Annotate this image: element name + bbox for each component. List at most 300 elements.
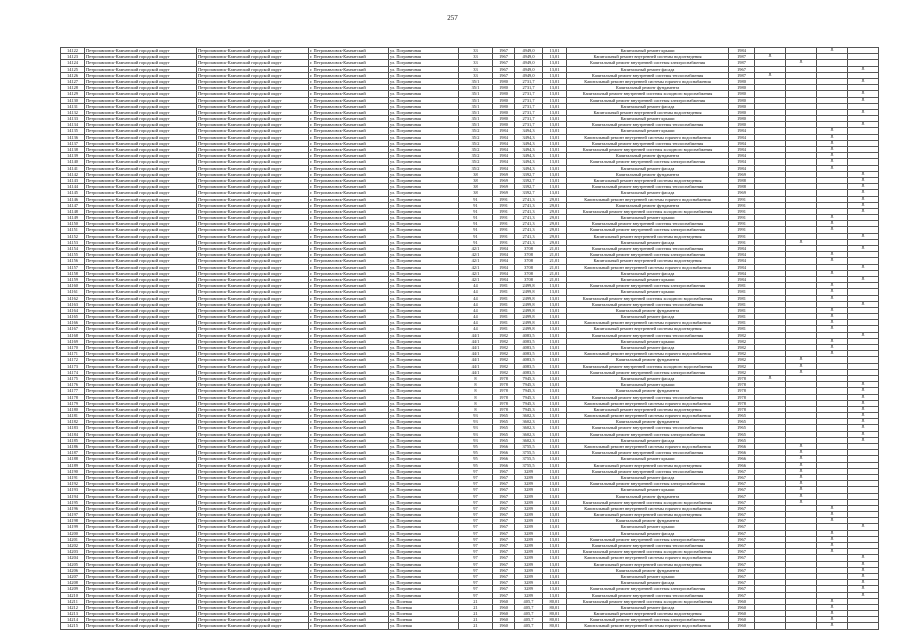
repair-schedule-table: [60, 47, 879, 630]
work-type: Капитальный ремонт внутренней системы горячего водоснабжения: [567, 320, 729, 326]
municipality: Петропавловск-Камчатский городской округ: [85, 116, 197, 122]
settlement: Петропавловск-Камчатский городской округ: [197, 611, 309, 617]
city: г. Петропавловск-Камчатский: [309, 338, 389, 344]
area: 3755,5: [515, 462, 543, 468]
last-repair-year: 1991: [729, 221, 755, 227]
last-repair-year: 1980: [729, 122, 755, 128]
city: г. Петропавловск-Камчатский: [309, 215, 389, 221]
wear: 13,01: [543, 493, 567, 499]
municipality: Петропавловск-Камчатский городской округ: [85, 481, 197, 487]
last-repair-year: 1966: [729, 444, 755, 450]
row-number: 14176: [61, 382, 85, 388]
street: ул. Пограничная: [389, 400, 459, 406]
settlement: Петропавловск-Камчатский городской округ: [197, 437, 309, 443]
period-4-mark: X: [848, 301, 879, 307]
last-repair-year: 1984: [729, 276, 755, 282]
city: г. Петропавловск-Камчатский: [309, 406, 389, 412]
municipality: Петропавловск-Камчатский городской округ: [85, 196, 197, 202]
area: 3289: [515, 505, 543, 511]
house-number: 35/1: [459, 103, 493, 109]
settlement: Петропавловск-Камчатский городской округ: [197, 357, 309, 363]
area: 3494,3: [515, 153, 543, 159]
municipality: Петропавловск-Камчатский городской округ: [85, 289, 197, 295]
wear: 13,01: [543, 97, 567, 103]
house-number: 33: [459, 66, 493, 72]
build-year: 1984: [493, 264, 515, 270]
row-number: 14195: [61, 499, 85, 505]
house-number: 95: [459, 450, 493, 456]
city: г. Петропавловск-Камчатский: [309, 66, 389, 72]
settlement: Петропавловск-Камчатский городской округ: [197, 617, 309, 623]
row-number: 14191: [61, 474, 85, 480]
work-type: Капитальный ремонт внутренней системы горячего водоснабжения: [567, 623, 729, 629]
municipality: Петропавловск-Камчатский городской округ: [85, 85, 197, 91]
last-repair-year: 1980: [729, 85, 755, 91]
period-3-mark: X: [817, 289, 848, 295]
period-4-mark: X: [848, 190, 879, 196]
last-repair-year: 1960: [729, 611, 755, 617]
last-repair-year: 1982: [729, 338, 755, 344]
row-number: 14206: [61, 567, 85, 573]
build-year: 1967: [493, 60, 515, 66]
build-year: 1967: [493, 474, 515, 480]
build-year: 1960: [493, 604, 515, 610]
settlement: Петропавловск-Камчатский городской округ: [197, 66, 309, 72]
last-repair-year: 1967: [729, 487, 755, 493]
last-repair-year: 1982: [729, 357, 755, 363]
row-number: 14213: [61, 611, 85, 617]
last-repair-year: 1965: [729, 419, 755, 425]
wear: 13,01: [543, 283, 567, 289]
settlement: Петропавловск-Камчатский городской округ: [197, 419, 309, 425]
house-number: 42/1: [459, 246, 493, 252]
last-repair-year: 1984: [729, 128, 755, 134]
settlement: Петропавловск-Камчатский городской округ: [197, 221, 309, 227]
row-number: 14200: [61, 530, 85, 536]
city: г. Петропавловск-Камчатский: [309, 301, 389, 307]
period-2-mark: X: [786, 363, 817, 369]
last-repair-year: 1987: [729, 54, 755, 60]
city: г. Петропавловск-Камчатский: [309, 85, 389, 91]
area: 3289: [515, 543, 543, 549]
wear: 13,01: [543, 295, 567, 301]
build-year: 1967: [493, 592, 515, 598]
settlement: Петропавловск-Камчатский городской округ: [197, 388, 309, 394]
period-4-mark: X: [848, 109, 879, 115]
house-number: 97: [459, 512, 493, 518]
build-year: 1982: [493, 351, 515, 357]
settlement: Петропавловск-Камчатский городской округ: [197, 332, 309, 338]
build-year: 1967: [493, 573, 515, 579]
row-number: 14141: [61, 165, 85, 171]
street: ул. Пограничная: [389, 543, 459, 549]
house-number: 97: [459, 505, 493, 511]
row-number: 14164: [61, 307, 85, 313]
period-3-mark: X: [817, 549, 848, 555]
municipality: Петропавловск-Камчатский городской округ: [85, 246, 197, 252]
area: 2741,3: [515, 215, 543, 221]
row-number: 14166: [61, 320, 85, 326]
house-number: 97: [459, 536, 493, 542]
period-4-mark: X: [848, 413, 879, 419]
area: 4949,0: [515, 72, 543, 78]
work-type: Капитальный ремонт внутренней системы холодного водоснабжения: [567, 499, 729, 505]
build-year: 1980: [493, 91, 515, 97]
city: г. Петропавловск-Камчатский: [309, 48, 389, 54]
row-number: 14201: [61, 536, 85, 542]
settlement: Петропавловск-Камчатский городской округ: [197, 252, 309, 258]
last-repair-year: 1987: [729, 60, 755, 66]
settlement: Петропавловск-Камчатский городской округ: [197, 314, 309, 320]
municipality: Петропавловск-Камчатский городской округ: [85, 375, 197, 381]
area: 3755,5: [515, 444, 543, 450]
street: ул. Пограничная: [389, 413, 459, 419]
work-type: Капитальный ремонт фасада: [567, 270, 729, 276]
last-repair-year: 1981: [729, 326, 755, 332]
area: 3289: [515, 573, 543, 579]
period-3-mark: X: [817, 351, 848, 357]
street: ул. Полевая: [389, 623, 459, 629]
build-year: 1984: [493, 159, 515, 165]
municipality: Петропавловск-Камчатский городской округ: [85, 239, 197, 245]
area: 2731,7: [515, 103, 543, 109]
row-number: 14157: [61, 264, 85, 270]
last-repair-year: 1969: [729, 190, 755, 196]
city: г. Петропавловск-Камчатский: [309, 283, 389, 289]
last-repair-year: 1967: [729, 493, 755, 499]
settlement: Петропавловск-Камчатский городской округ: [197, 109, 309, 115]
settlement: Петропавловск-Камчатский городской округ: [197, 555, 309, 561]
build-year: 1982: [493, 345, 515, 351]
area: 3494,3: [515, 140, 543, 146]
work-type: Капитальный ремонт внутренней системы теплоснабжения: [567, 450, 729, 456]
wear: 80,01: [543, 617, 567, 623]
row-number: 14180: [61, 406, 85, 412]
row-number: 14148: [61, 208, 85, 214]
house-number: 44: [459, 301, 493, 307]
work-type: Капитальный ремонт внутренней системы теплоснабжения: [567, 425, 729, 431]
area: 3602,3: [515, 425, 543, 431]
build-year: 1982: [493, 332, 515, 338]
house-number: 91: [459, 221, 493, 227]
street: ул. Пограничная: [389, 227, 459, 233]
row-number: 14184: [61, 431, 85, 437]
settlement: Петропавловск-Камчатский городской округ: [197, 406, 309, 412]
row-number: 14159: [61, 276, 85, 282]
area: 3755,5: [515, 450, 543, 456]
city: г. Петропавловск-Камчатский: [309, 413, 389, 419]
wear: 13,01: [543, 177, 567, 183]
period-3-mark: X: [817, 227, 848, 233]
last-repair-year: 1967: [729, 555, 755, 561]
work-type: Капитальный ремонт фундамента: [567, 307, 729, 313]
wear: 13,01: [543, 536, 567, 542]
last-repair-year: 1967: [729, 536, 755, 542]
build-year: 1981: [493, 314, 515, 320]
build-year: 1980: [493, 103, 515, 109]
settlement: Петропавловск-Камчатский городской округ: [197, 134, 309, 140]
municipality: Петропавловск-Камчатский городской округ: [85, 468, 197, 474]
work-type: Капитальный ремонт крыши: [567, 48, 729, 54]
build-year: 1981: [493, 301, 515, 307]
work-type: Капитальный ремонт внутренней системы теплоснабжения: [567, 543, 729, 549]
last-repair-year: 1966: [729, 456, 755, 462]
last-repair-year: 1984: [729, 264, 755, 270]
work-type: Капитальный ремонт внутренней системы горячего водоснабжения: [567, 351, 729, 357]
house-number: 21: [459, 604, 493, 610]
row-number: 14152: [61, 233, 85, 239]
work-type: Капитальный ремонт фасада: [567, 239, 729, 245]
house-number: 35/1: [459, 97, 493, 103]
period-3-mark: X: [817, 215, 848, 221]
settlement: Петропавловск-Камчатский городской округ: [197, 561, 309, 567]
last-repair-year: 1988: [729, 184, 755, 190]
build-year: 1969: [493, 190, 515, 196]
municipality: Петропавловск-Камчатский городской округ: [85, 425, 197, 431]
settlement: Петропавловск-Камчатский городской округ: [197, 153, 309, 159]
row-number: 14145: [61, 190, 85, 196]
work-type: Капитальный ремонт крыши: [567, 338, 729, 344]
row-number: 14177: [61, 388, 85, 394]
wear: 13,01: [543, 481, 567, 487]
area: 405,7: [515, 604, 543, 610]
period-2-mark: X: [786, 357, 817, 363]
period-4-mark: X: [848, 196, 879, 202]
last-repair-year: 1987: [729, 72, 755, 78]
area: 3708: [515, 258, 543, 264]
work-type: Капитальный ремонт фундамента: [567, 567, 729, 573]
house-number: 95: [459, 462, 493, 468]
settlement: Петропавловск-Камчатский городской округ: [197, 394, 309, 400]
house-number: 42/1: [459, 264, 493, 270]
street: ул. Пограничная: [389, 239, 459, 245]
municipality: Петропавловск-Камчатский городской округ: [85, 592, 197, 598]
wear: 21,01: [543, 276, 567, 282]
street: ул. Пограничная: [389, 276, 459, 282]
row-number: 14131: [61, 103, 85, 109]
build-year: 1980: [493, 116, 515, 122]
city: г. Петропавловск-Камчатский: [309, 400, 389, 406]
row-number: 14140: [61, 159, 85, 165]
house-number: 35/1: [459, 78, 493, 84]
row-number: 14202: [61, 543, 85, 549]
settlement: Петропавловск-Камчатский городской округ: [197, 549, 309, 555]
period-4-mark: X: [848, 264, 879, 270]
work-type: Капитальный ремонт внутренней системы теплоснабжения: [567, 184, 729, 190]
work-type: Капитальный ремонт внутренней системы холодного водоснабжения: [567, 549, 729, 555]
period-2-mark: X: [786, 239, 817, 245]
settlement: Петропавловск-Камчатский городской округ: [197, 450, 309, 456]
work-type: Капитальный ремонт фасада: [567, 437, 729, 443]
street: ул. Пограничная: [389, 221, 459, 227]
period-2-mark: X: [786, 474, 817, 480]
city: г. Петропавловск-Камчатский: [309, 239, 389, 245]
house-number: 44/1: [459, 369, 493, 375]
city: г. Петропавловск-Камчатский: [309, 450, 389, 456]
wear: 13,01: [543, 388, 567, 394]
settlement: Петропавловск-Камчатский городской округ: [197, 444, 309, 450]
settlement: Петропавловск-Камчатский городской округ: [197, 215, 309, 221]
settlement: Петропавловск-Камчатский городской округ: [197, 326, 309, 332]
build-year: 1984: [493, 153, 515, 159]
last-repair-year: 1984: [729, 165, 755, 171]
municipality: Петропавловск-Камчатский городской округ: [85, 128, 197, 134]
work-type: Капитальный ремонт внутренней системы теплоснабжения: [567, 72, 729, 78]
wear: 80,01: [543, 604, 567, 610]
wear: 13,01: [543, 419, 567, 425]
municipality: Петропавловск-Камчатский городской округ: [85, 357, 197, 363]
settlement: Петропавловск-Камчатский городской округ: [197, 239, 309, 245]
row-number: 14165: [61, 314, 85, 320]
build-year: 1991: [493, 196, 515, 202]
area: 3289: [515, 518, 543, 524]
house-number: 21: [459, 598, 493, 604]
municipality: Петропавловск-Камчатский городской округ: [85, 159, 197, 165]
period-4-mark: X: [848, 66, 879, 72]
street: ул. Пограничная: [389, 450, 459, 456]
house-number: 97: [459, 555, 493, 561]
municipality: Петропавловск-Камчатский городской округ: [85, 580, 197, 586]
build-year: 1991: [493, 202, 515, 208]
build-year: 1967: [493, 536, 515, 542]
build-year: 1980: [493, 122, 515, 128]
row-number: 14156: [61, 258, 85, 264]
build-year: 1965: [493, 437, 515, 443]
municipality: Петропавловск-Камчатский городской округ: [85, 406, 197, 412]
work-type: Капитальный ремонт крыши: [567, 487, 729, 493]
wear: 13,01: [543, 116, 567, 122]
build-year: 1991: [493, 233, 515, 239]
wear: 13,01: [543, 320, 567, 326]
row-number: 14214: [61, 617, 85, 623]
work-type: Капитальный ремонт фундамента: [567, 202, 729, 208]
row-number: 14170: [61, 345, 85, 351]
work-type: Капитальный ремонт фасада: [567, 190, 729, 196]
settlement: Петропавловск-Камчатский городской округ: [197, 159, 309, 165]
house-number: 44: [459, 326, 493, 332]
municipality: Петропавловск-Камчатский городской округ: [85, 462, 197, 468]
build-year: 1984: [493, 140, 515, 146]
settlement: Петропавловск-Камчатский городской округ: [197, 48, 309, 54]
street: ул. Пограничная: [389, 128, 459, 134]
municipality: Петропавловск-Камчатский городской округ: [85, 221, 197, 227]
area: 3289: [515, 592, 543, 598]
street: ул. Пограничная: [389, 295, 459, 301]
work-type: Капитальный ремонт внутренней системы горячего водоснабжения: [567, 196, 729, 202]
settlement: Петропавловск-Камчатский городской округ: [197, 202, 309, 208]
work-type: Капитальный ремонт фасада: [567, 604, 729, 610]
period-4-mark: X: [848, 184, 879, 190]
municipality: Петропавловск-Камчатский городской округ: [85, 543, 197, 549]
row-number: 14210: [61, 592, 85, 598]
area: 3289: [515, 536, 543, 542]
period-4-mark: X: [848, 580, 879, 586]
wear: 13,01: [543, 54, 567, 60]
area: 3289: [515, 580, 543, 586]
build-year: 1967: [493, 580, 515, 586]
work-type: Капитальный ремонт внутренней системы водоотведения: [567, 462, 729, 468]
area: 2741,3: [515, 221, 543, 227]
row-number: 14128: [61, 85, 85, 91]
period-4-mark: X: [848, 78, 879, 84]
city: г. Петропавловск-Камчатский: [309, 474, 389, 480]
period-3-mark: X: [817, 159, 848, 165]
area: 7945,3: [515, 394, 543, 400]
period-3-mark: X: [817, 598, 848, 604]
work-type: Капитальный ремонт внутренней системы водоотведения: [567, 326, 729, 332]
area: 2741,3: [515, 196, 543, 202]
wear: 13,01: [543, 586, 567, 592]
city: г. Петропавловск-Камчатский: [309, 375, 389, 381]
wear: 13,01: [543, 122, 567, 128]
work-type: Капитальный ремонт крыши: [567, 289, 729, 295]
period-4-mark: X: [848, 573, 879, 579]
last-repair-year: 1981: [729, 320, 755, 326]
area: 3494,3: [515, 128, 543, 134]
build-year: 1984: [493, 276, 515, 282]
area: 7945,3: [515, 400, 543, 406]
work-type: Капитальный ремонт внутренней системы теплоснабжения: [567, 221, 729, 227]
settlement: Петропавловск-Камчатский городской округ: [197, 536, 309, 542]
street: ул. Пограничная: [389, 345, 459, 351]
work-type: Капитальный ремонт внутренней системы горячего водоснабжения: [567, 555, 729, 561]
period-2-mark: X: [786, 462, 817, 468]
municipality: Петропавловск-Камчатский городской округ: [85, 598, 197, 604]
wear: 13,01: [543, 369, 567, 375]
last-repair-year: 1978: [729, 406, 755, 412]
row-number: 14192: [61, 481, 85, 487]
work-type: Капитальный ремонт фундамента: [567, 518, 729, 524]
build-year: 1981: [493, 283, 515, 289]
municipality: Петропавловск-Камчатский городской округ: [85, 66, 197, 72]
work-type: Капитальный ремонт внутренней системы электроснабжения: [567, 369, 729, 375]
street: ул. Пограничная: [389, 159, 459, 165]
period-3-mark: X: [817, 345, 848, 351]
municipality: Петропавловск-Камчатский городской округ: [85, 351, 197, 357]
work-type: Капитальный ремонт внутренней системы горячего водоснабжения: [567, 400, 729, 406]
last-repair-year: 1967: [729, 481, 755, 487]
street: ул. Пограничная: [389, 314, 459, 320]
area: 2499,8: [515, 326, 543, 332]
period-2-mark: X: [786, 456, 817, 462]
build-year: 1967: [493, 481, 515, 487]
area: 3494,3: [515, 159, 543, 165]
period-4-mark: X: [848, 177, 879, 183]
street: ул. Пограничная: [389, 153, 459, 159]
street: ул. Пограничная: [389, 258, 459, 264]
period-3-mark: X: [817, 48, 848, 54]
work-type: Капитальный ремонт внутренней системы электроснабжения: [567, 431, 729, 437]
municipality: Петропавловск-Камчатский городской округ: [85, 122, 197, 128]
city: г. Петропавловск-Камчатский: [309, 524, 389, 530]
house-number: 8: [459, 375, 493, 381]
settlement: Петропавловск-Камчатский городской округ: [197, 283, 309, 289]
period-4-mark: X: [848, 332, 879, 338]
period-1-mark: [755, 623, 786, 629]
row-number: 14133: [61, 116, 85, 122]
area: 2731,7: [515, 97, 543, 103]
street: ул. Пограничная: [389, 97, 459, 103]
row-number: 14123: [61, 54, 85, 60]
period-4-mark: X: [848, 567, 879, 573]
house-number: 97: [459, 580, 493, 586]
work-type: Капитальный ремонт фундамента: [567, 85, 729, 91]
last-repair-year: 1965: [729, 431, 755, 437]
wear: 13,01: [543, 505, 567, 511]
city: г. Петропавловск-Камчатский: [309, 276, 389, 282]
city: г. Петропавловск-Камчатский: [309, 604, 389, 610]
area: 7945,3: [515, 406, 543, 412]
